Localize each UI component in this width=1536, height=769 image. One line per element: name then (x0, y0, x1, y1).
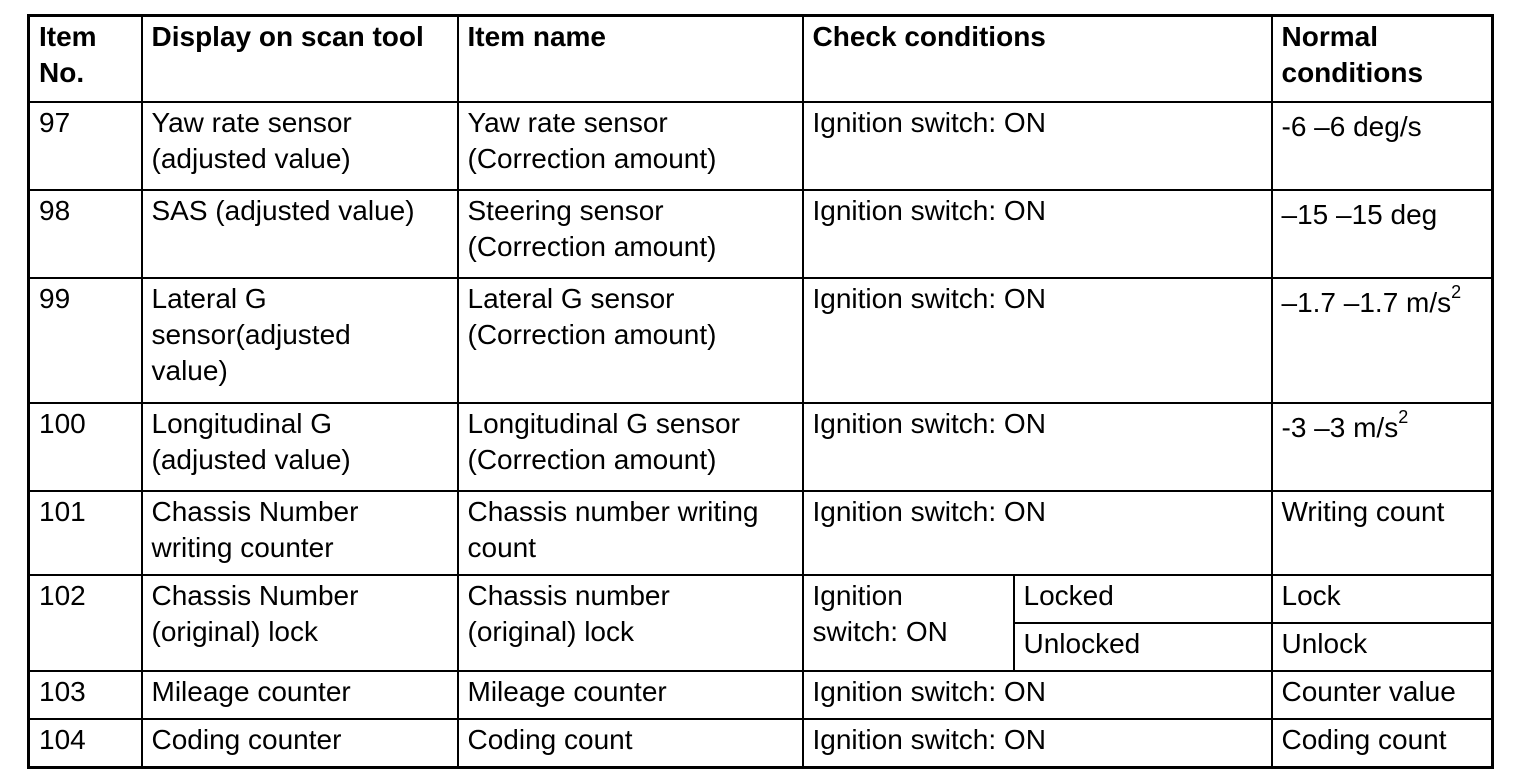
item-name-cell: Yaw rate sensor (Correction amount) (458, 102, 803, 190)
display-cell: Chassis Number (original) lock (142, 575, 458, 671)
display-cell: Longitudinal G (adjusted value) (142, 403, 458, 491)
item-name-cell: Chassis number writing count (458, 491, 803, 575)
check-cell: Ignition switch: ON (803, 491, 1272, 575)
normal-cell (1272, 403, 1493, 491)
normal-cell: Unlock (1272, 623, 1493, 671)
superscript: 2 (1398, 406, 1409, 427)
data-monitor-table (27, 14, 1494, 769)
header-item-no: Item No. (29, 16, 142, 103)
item-name-cell: Lateral G sensor (Correction amount) (458, 278, 803, 403)
normal-cell: Writing count (1272, 491, 1493, 575)
state-cell-unlocked: Unlocked (1014, 623, 1272, 671)
display-cell: Yaw rate sensor (adjusted value) (142, 102, 458, 190)
display-cell: Mileage counter (142, 671, 458, 719)
item-no: 100 (29, 403, 142, 491)
table-row (29, 278, 1493, 403)
header-display: Display on scan tool (142, 16, 458, 103)
item-no: 98 (29, 190, 142, 278)
table-row (29, 102, 1493, 190)
state-cell-locked: Locked (1014, 575, 1272, 623)
table-header-row (29, 16, 1493, 103)
display-cell: SAS (adjusted value) (142, 190, 458, 278)
table-row (29, 403, 1493, 491)
normal-cell: Counter value (1272, 671, 1493, 719)
item-no: 103 (29, 671, 142, 719)
item-no: 99 (29, 278, 142, 403)
table-row (29, 671, 1493, 719)
normal-value: -3 –3 m/s (1281, 412, 1399, 443)
header-check-conditions: Check conditions (803, 16, 1272, 103)
item-name-cell: Chassis number (original) lock (458, 575, 803, 671)
item-name-cell: Coding count (458, 719, 803, 768)
check-cell: Ignition switch: ON (803, 102, 1272, 190)
display-cell: Chassis Number writing counter (142, 491, 458, 575)
item-name-cell: Mileage counter (458, 671, 803, 719)
normal-value: –1.7 –1.7 m/s (1281, 287, 1452, 318)
table-row (29, 491, 1493, 575)
header-normal-conditions: Normal conditions (1272, 16, 1493, 103)
check-cell: Ignition switch: ON (803, 575, 1014, 671)
normal-cell (1272, 278, 1493, 403)
normal-cell: Coding count (1272, 719, 1493, 768)
check-cell: Ignition switch: ON (803, 671, 1272, 719)
check-cell: Ignition switch: ON (803, 190, 1272, 278)
item-no: 104 (29, 719, 142, 768)
check-cell: Ignition switch: ON (803, 278, 1272, 403)
item-no: 97 (29, 102, 142, 190)
item-name-cell: Longitudinal G sensor (Correction amount) (458, 403, 803, 491)
item-no: 102 (29, 575, 142, 671)
superscript: 2 (1451, 281, 1462, 302)
table-row (29, 719, 1493, 768)
check-cell: Ignition switch: ON (803, 719, 1272, 768)
normal-cell: Lock (1272, 575, 1493, 623)
table-row (29, 190, 1493, 278)
table-row (29, 575, 1493, 623)
normal-cell: -6 –6 deg/s (1272, 102, 1493, 190)
display-cell: Coding counter (142, 719, 458, 768)
header-item-name: Item name (458, 16, 803, 103)
check-cell: Ignition switch: ON (803, 403, 1272, 491)
normal-cell: –15 –15 deg (1272, 190, 1493, 278)
display-cell: Lateral G sensor(adjusted value) (142, 278, 458, 403)
item-no: 101 (29, 491, 142, 575)
item-name-cell: Steering sensor (Correction amount) (458, 190, 803, 278)
